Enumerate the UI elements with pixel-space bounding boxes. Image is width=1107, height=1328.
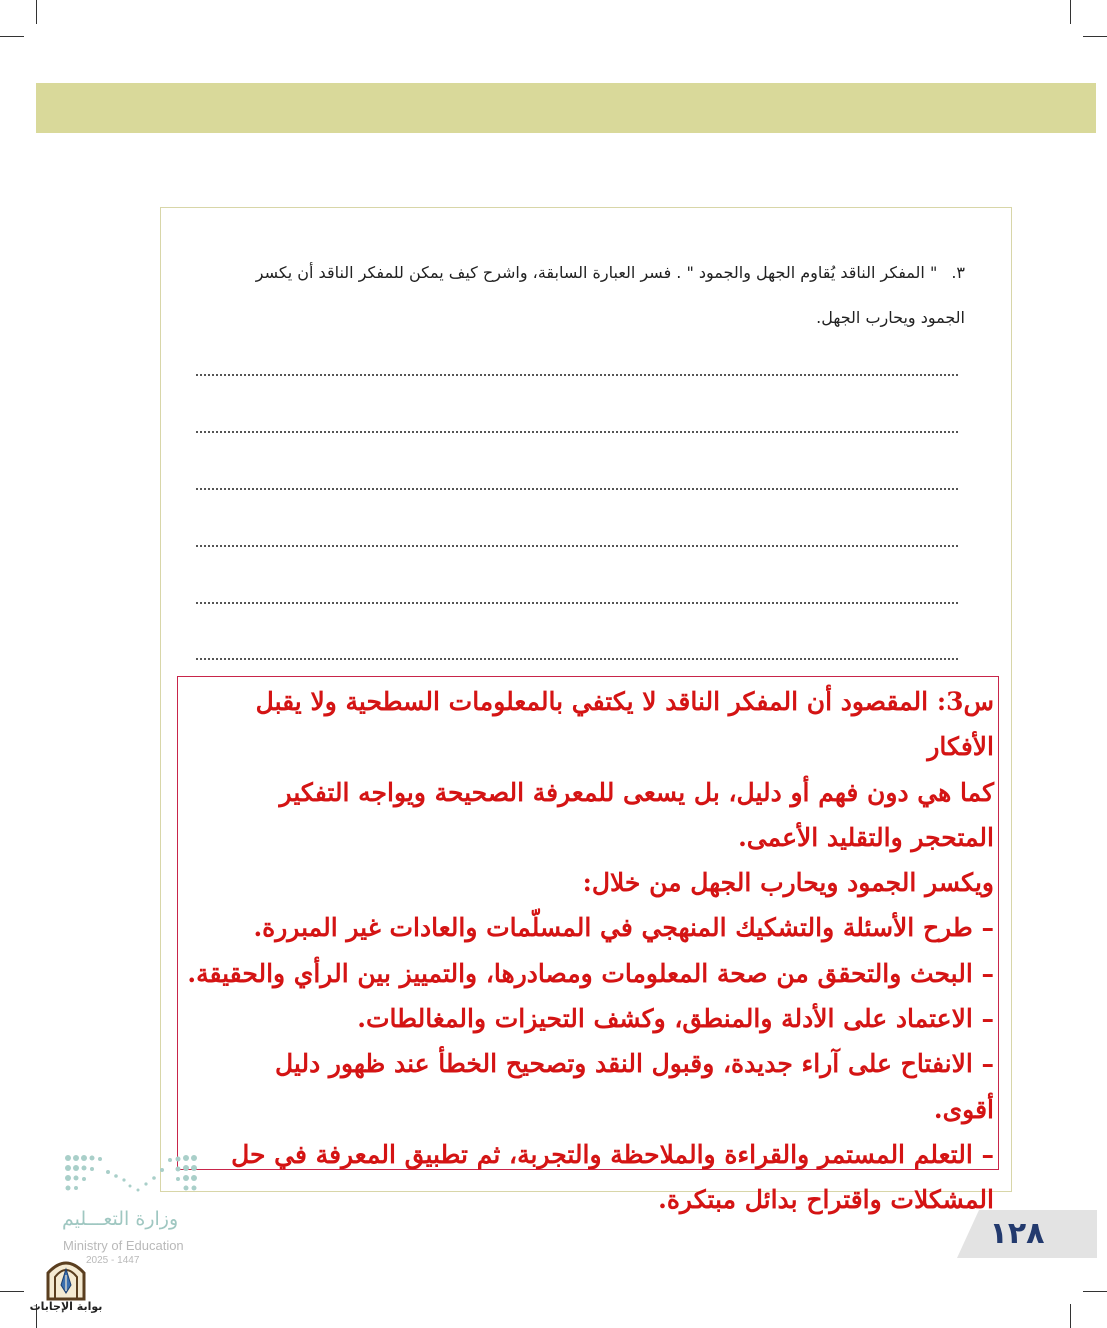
answer-line-text: المشكلات واقتراح بدائل مبتكرة. [658, 1185, 994, 1215]
ministry-year: 2025 - 1447 [86, 1255, 140, 1266]
answer-line-text: – البحث والتحقق من صحة المعلومات ومصادرها، والتمييز بين الرأي والحقيقة. [187, 958, 994, 988]
answer-line-text: أقوى. [933, 1094, 994, 1124]
answer-line-text: – التعلم المستمر والقراءة والملاحظة والتجربة، ثم تطبيق المعرفة في حل [231, 1139, 994, 1169]
ministry-name-arabic: وزارة التعـــليم [62, 1208, 179, 1230]
answer-box [177, 676, 999, 1215]
question-line-1 [185, 250, 965, 295]
question-prompt: " المفكر الناقد يُقاوم الجهل والجمود " . فسر العبارة السابقة، واشرح كيف يمكن للمفكر الناقد أن يكسر [255, 263, 938, 282]
crop-mark [0, 1291, 24, 1292]
crop-mark [1070, 1304, 1071, 1328]
answer-line[interactable] [196, 431, 958, 433]
crop-mark [36, 0, 37, 24]
answer-line-text: – طرح الأسئلة والتشكيك المنهجي في المسلّمات والعادات غير المبررة. [253, 913, 994, 943]
answer-line[interactable] [196, 374, 958, 376]
answer-line[interactable] [196, 602, 958, 604]
answer-line[interactable] [196, 488, 958, 490]
ministry-logo-icon [62, 1150, 202, 1202]
answer-line-text: المتحجر والتقليد الأعمى. [738, 822, 994, 852]
portal-logo-icon [44, 1255, 88, 1301]
answer-line-text: ويكسر الجمود ويحارب الجهل من خلال: [582, 868, 994, 898]
question-line-2: الجمود ويحارب الجهل. [816, 308, 965, 327]
question-number: ٣. [951, 263, 965, 282]
answer-line[interactable] [196, 658, 958, 660]
answer-line[interactable] [196, 545, 958, 547]
crop-mark [1070, 0, 1071, 24]
portal-name: بوابة الإجابات [29, 1300, 103, 1313]
answer-line-text: كما هي دون فهم أو دليل، بل يسعى للمعرفة الصحيحة ويواجه التفكير [279, 777, 994, 807]
crop-mark [1083, 1291, 1107, 1292]
ministry-name-english: Ministry of Education [63, 1238, 184, 1253]
answer-line-text: س3: المقصود أن المفكر الناقد لا يكتفي بالمعلومات السطحية ولا يقبل الأفكار [255, 687, 994, 762]
answer-line-text: – الانفتاح على آراء جديدة، وقبول النقد وتصحيح الخطأ عند ظهور دليل [274, 1049, 994, 1079]
page-number: ١٢٨ [989, 1216, 1045, 1251]
question-text [185, 250, 965, 340]
crop-mark [1083, 36, 1107, 37]
crop-mark [0, 36, 24, 37]
answer-line-text: – الاعتماد على الأدلة والمنطق، وكشف التحيزات والمغالطات. [357, 1004, 994, 1034]
header-band [36, 83, 1096, 133]
